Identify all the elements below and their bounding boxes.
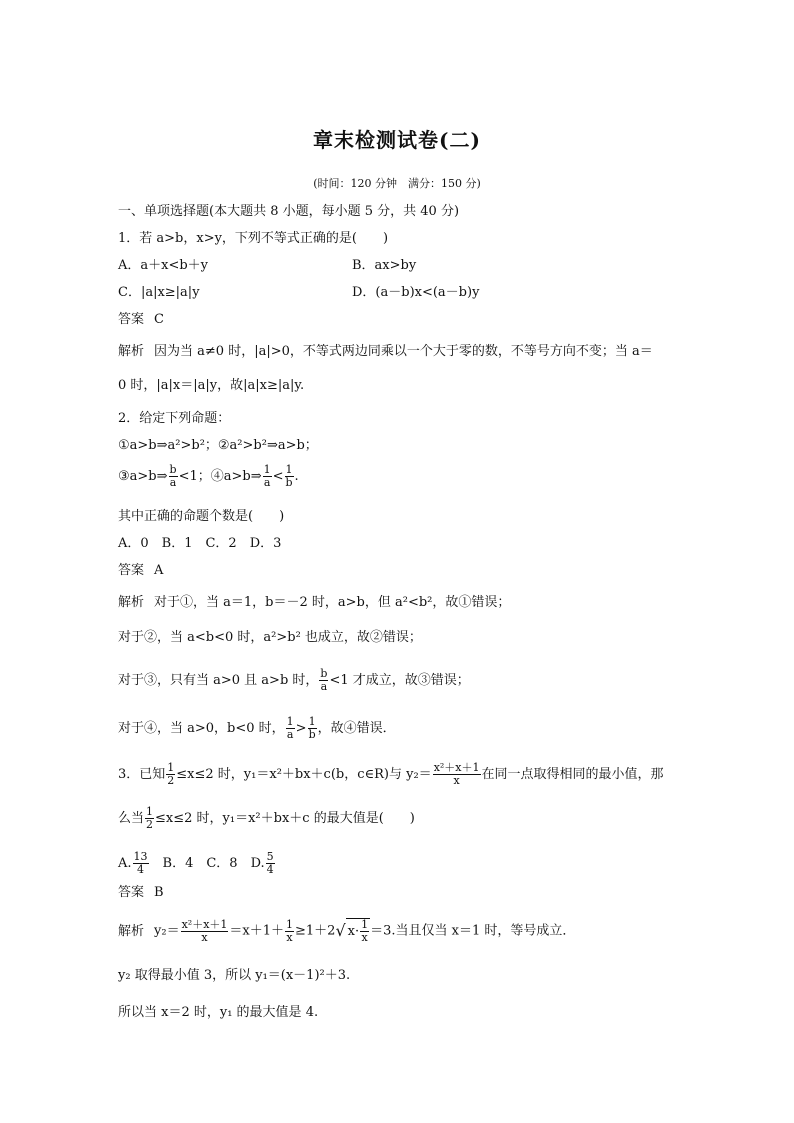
q1-answer — [118, 311, 164, 329]
q2-analysis-line2: 对于②，当 a<b<0 时，a²>b² 也成立，故②错误； — [118, 630, 422, 645]
sqrt-sign: √ — [335, 921, 346, 940]
q1-stem: 1．若 a>b，x>y，下列不等式正确的是( ) — [118, 231, 389, 246]
q2-props-3-4: ③a>b⇒ $\frac{b}{a}$ <1；④a>b⇒ $\frac{1}{a}$ < $\frac{1}{b}$ . — [118, 463, 299, 489]
q1-option-a: A．a＋x<b＋y — [118, 258, 209, 273]
q1-analysis-line2: 0 时，|a|x＝|a|y，故|a|x≥|a|y. — [118, 378, 305, 393]
fraction: $\frac{1}{x}$ — [286, 917, 294, 944]
q1-option-b: B．ax>by — [352, 258, 417, 273]
answer-value: A — [154, 563, 164, 578]
fraction: $\frac{1}{x}$ — [361, 918, 369, 944]
sqrt-body: x· $\frac{1}{x}$ — [347, 918, 369, 944]
fraction: $\frac{1}{2}$ — [167, 761, 175, 787]
q2-options: A．0 B．1 C．2 D．3 — [118, 536, 282, 551]
q3-stem-line2: 么当 $\frac{1}{2}$ ≤x≤2 时，y₁＝x²＋bx＋c 的最大值是( ) — [118, 805, 415, 831]
fraction: $\frac{b}{a}$ — [169, 463, 177, 489]
q3-analysis-line3: 所以当 x＝2 时，y₁ 的最大值是 4. — [118, 1005, 319, 1020]
fraction: $\frac{b}{a}$ — [320, 667, 328, 693]
analysis-label: 解析 — [118, 595, 145, 610]
fraction: $\frac{1}{a}$ — [263, 463, 271, 489]
q3-analysis-line2: y₂ 取得最小值 3，所以 y₁＝(x－1)²＋3. — [118, 968, 351, 983]
fraction: $\frac{\text{x²＋x＋1}}{x}$ — [181, 917, 228, 944]
q1-option-c: C．|a|x≥|a|y — [118, 285, 200, 300]
section-heading: 一、单项选择题(本大题共 8 小题，每小题 5 分，共 40 分) — [118, 204, 460, 219]
prop4-text: <1；④a>b⇒ — [178, 469, 262, 484]
analysis-text: 因为当 a≠0 时，|a|>0，不等式两边同乘以一个大于零的数，不等号方向不变；当 a＝ — [154, 344, 653, 359]
q1-option-d: D．(a－b)x<(a－b)y — [352, 285, 480, 300]
q1-analysis-line1 — [118, 343, 653, 361]
q2-analysis-line3: 对于③，只有当 a>0 且 a>b 时， $\frac{b}{a}$ <1 才成立，故③错误； — [118, 667, 470, 693]
q3-stem-line1: 3．已知 $\frac{1}{2}$ ≤x≤2 时，y₁＝x²＋bx＋c(b，c∈R)与 y₂＝ $\frac{\text{x²＋x＋1}}{x}$ 在同一点取得相同的最小值，那 — [118, 761, 664, 787]
q2-ask: 其中正确的命题个数是( ) — [118, 509, 285, 524]
analysis-label: 解析 — [118, 344, 145, 359]
analysis-label: 解析 — [118, 923, 145, 939]
analysis-text: 对于①，当 a＝1，b＝－2 时，a>b，但 a²<b²，故①错误； — [154, 595, 511, 610]
prop3-text: ③a>b⇒ — [118, 469, 168, 484]
q2-stem: 2．给定下列命题： — [118, 411, 231, 426]
fraction: $\frac{1}{2}$ — [146, 805, 154, 831]
q2-analysis-line4: 对于④，当 a>0，b<0 时， $\frac{1}{a}$ > $\frac{1}{b}$ ，故④错误． — [118, 715, 396, 741]
answer-label: 答案 — [118, 885, 145, 900]
q3-answer — [118, 884, 164, 902]
fraction: $\frac{1}{b}$ — [308, 715, 316, 741]
fraction: $\frac{1}{b}$ — [285, 463, 293, 489]
exam-info: (时间：120 分钟 满分：150 分) — [313, 177, 481, 190]
answer-label: 答案 — [118, 563, 145, 578]
q2-props-1-2: ①a>b⇒a²>b²；②a²>b²⇒a>b； — [118, 438, 318, 453]
fraction: $\frac{5}{4}$ — [266, 850, 274, 876]
q2-answer — [118, 562, 163, 580]
fraction: $\frac{1}{a}$ — [286, 715, 294, 741]
answer-value: C — [154, 312, 164, 327]
q3-options: A. $\frac{13}{4}$ B．4 C．8 D. $\frac{5}{4}$ — [118, 850, 274, 876]
q2-analysis-line1 — [118, 594, 510, 612]
fraction: $\frac{\text{x²＋x＋1}}{x}$ — [433, 761, 480, 787]
page-title: 章末检测试卷(二) — [313, 128, 481, 152]
fraction: $\frac{13}{4}$ — [133, 850, 148, 876]
answer-value: B — [154, 885, 164, 900]
answer-label: 答案 — [118, 312, 145, 327]
q3-analysis-line1: 解析 y₂＝ $\frac{\text{x²＋x＋1}}{x}$ ＝x＋1＋ $\frac{1}{x}$ ≥1＋2√ x· $\frac{1}{x}$ ＝3.当且仅当 x＝1 时，等号成立． — [118, 917, 576, 944]
